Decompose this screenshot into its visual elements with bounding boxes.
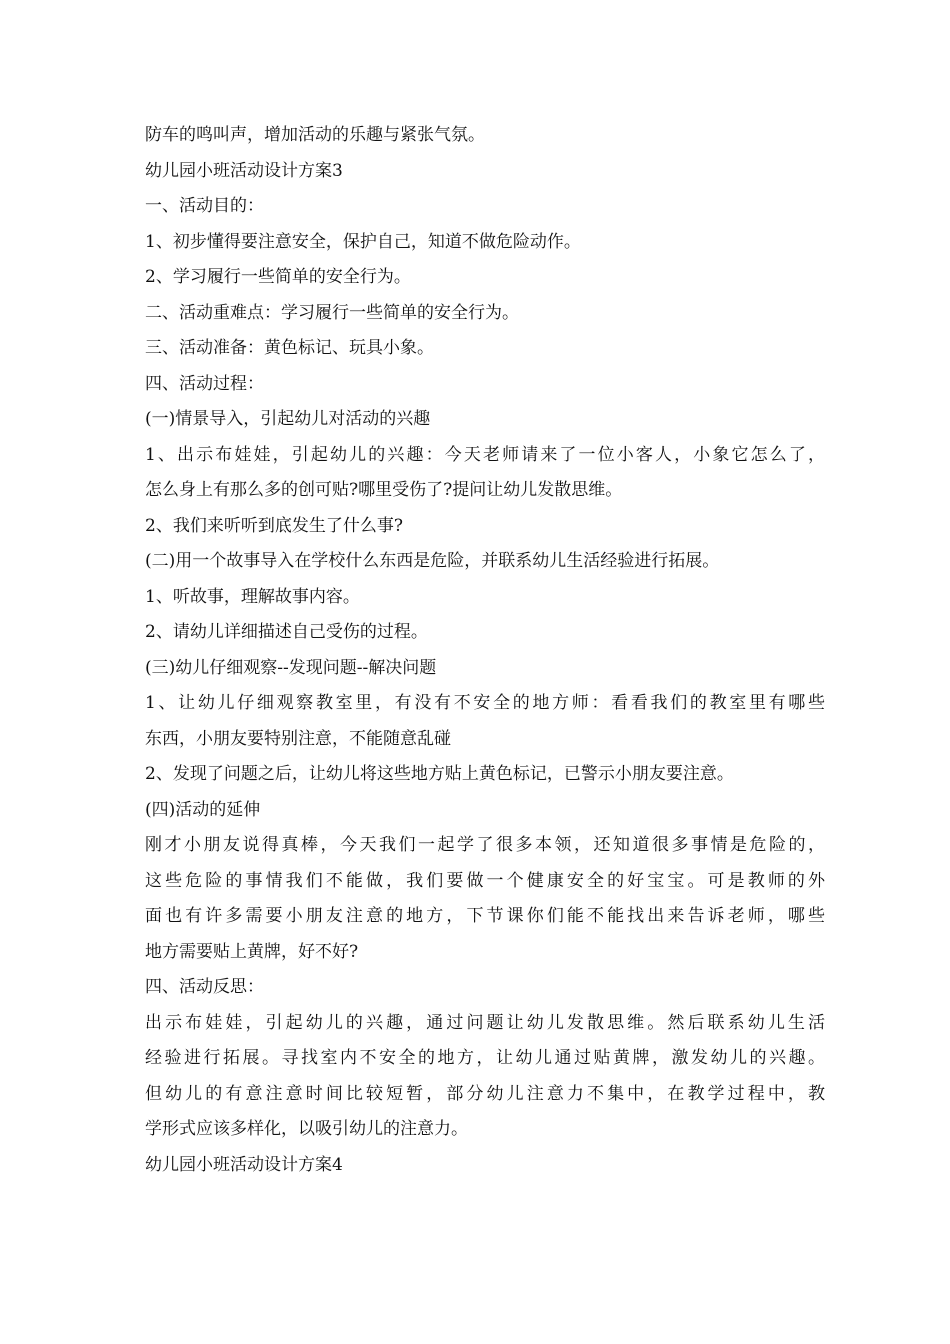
document-body <box>145 118 825 1183</box>
text-line: 1、听故事，理解故事内容。 <box>145 586 360 607</box>
text-line: 四、活动过程： <box>145 373 264 394</box>
text-line: 2、发现了问题之后，让幼儿将这些地方贴上黄色标记，已警示小朋友要注意。 <box>145 764 734 784</box>
text-line: 2、我们来听听到底发生了什么事? <box>145 515 403 536</box>
text-line: 东西，小朋友要特别注意，不能随意乱碰 <box>145 728 451 749</box>
text-line: (三)幼儿仔细观察--发现问题--解决问题 <box>145 657 437 678</box>
text-line: (四)活动的延伸 <box>145 799 261 820</box>
text-line: 幼儿园小班活动设计方案4 <box>145 1154 343 1175</box>
text-line: 经验进行拓展。寻找室内不安全的地方，让幼儿通过贴黄牌，激发幼儿的兴趣。 <box>145 1048 825 1068</box>
text-line: 二、活动重难点：学习履行一些简单的安全行为。 <box>145 302 519 323</box>
text-line: 1、初步懂得要注意安全，保护自己，知道不做危险动作。 <box>145 231 581 252</box>
text-line: 学形式应该多样化，以吸引幼儿的注意力。 <box>145 1119 468 1139</box>
text-line: 但幼儿的有意注意时间比较短暂，部分幼儿注意力不集中，在教学过程中，教 <box>145 1083 825 1104</box>
text-line: (一)情景导入，引起幼儿对活动的兴趣 <box>145 409 431 429</box>
text-line: 2、学习履行一些简单的安全行为。 <box>145 267 411 287</box>
text-line: 三、活动准备：黄色标记、玩具小象。 <box>145 338 434 358</box>
text-line: 地方需要贴上黄牌，好不好? <box>145 941 359 962</box>
text-line: 四、活动反思： <box>145 977 264 997</box>
text-line: 出示布娃娃，引起幼儿的兴趣，通过问题让幼儿发散思维。然后联系幼儿生活 <box>145 1012 825 1033</box>
text-line: 刚才小朋友说得真棒，今天我们一起学了很多本领，还知道很多事情是危险的， <box>145 835 825 855</box>
text-line: 怎么身上有那么多的创可贴?哪里受伤了?提问让幼儿发散思维。 <box>145 480 623 500</box>
text-line: 面也有许多需要小朋友注意的地方，下节课你们能不能找出来告诉老师，哪些 <box>145 906 825 926</box>
text-line: 2、请幼儿详细描述自己受伤的过程。 <box>145 622 428 642</box>
text-line: 1、出示布娃娃，引起幼儿的兴趣：今天老师请来了一位小客人，小象它怎么了， <box>145 444 825 465</box>
text-line: 幼儿园小班活动设计方案3 <box>145 160 343 181</box>
text-line: 1、让幼儿仔细观察教室里，有没有不安全的地方师：看看我们的教室里有哪些 <box>145 693 825 713</box>
text-line: 防车的鸣叫声，增加活动的乐趣与紧张气氛。 <box>145 125 485 145</box>
text-line: 这些危险的事情我们不能做，我们要做一个健康安全的好宝宝。可是教师的外 <box>145 870 825 891</box>
text-line: 一、活动目的： <box>145 196 264 216</box>
text-line: (二)用一个故事导入在学校什么东西是危险，并联系幼儿生活经验进行拓展。 <box>145 551 720 571</box>
